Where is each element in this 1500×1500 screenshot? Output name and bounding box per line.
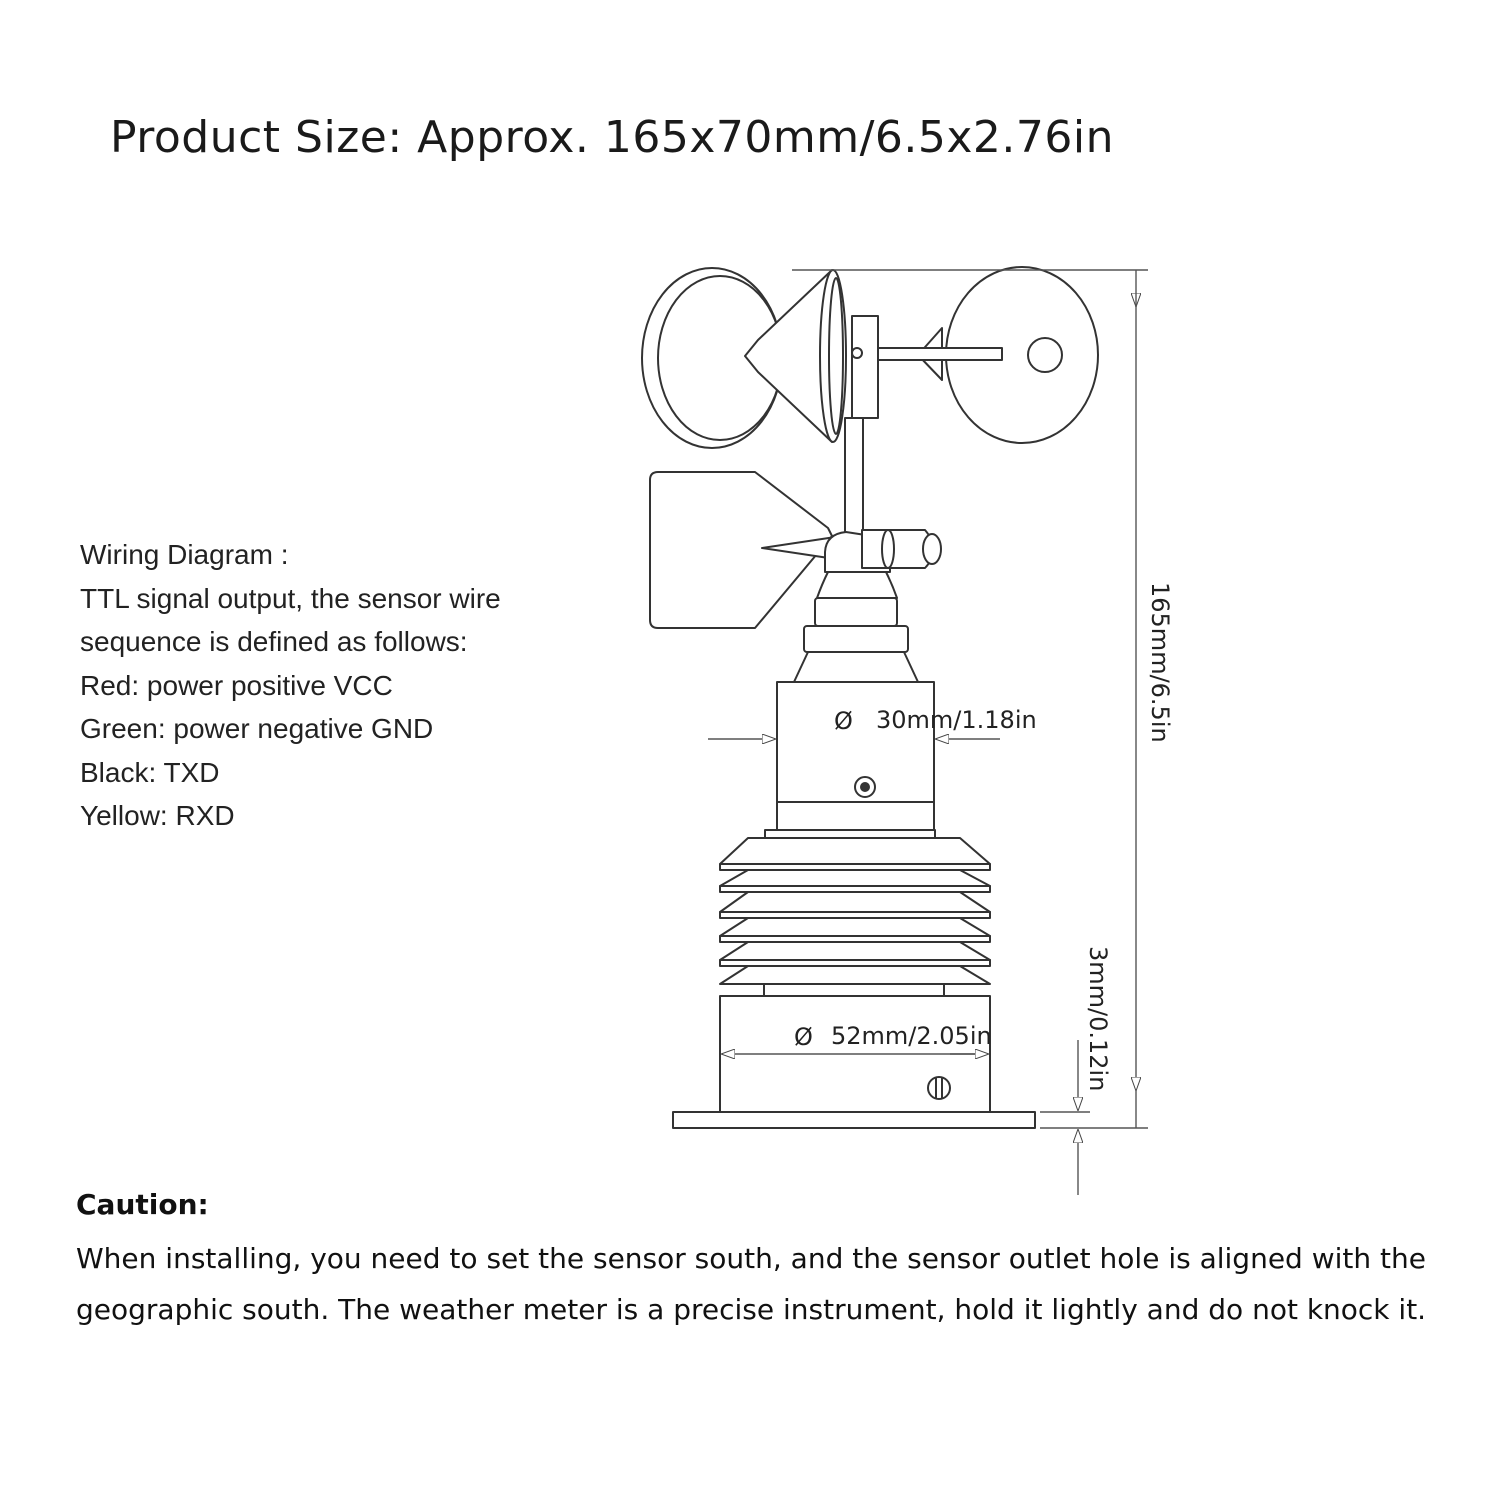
upper-diameter-label: 30mm/1.18in	[876, 706, 1037, 734]
upper-body	[777, 682, 934, 830]
wiring-line: TTL signal output, the sensor wire	[80, 582, 501, 614]
wiring-line: sequence is defined as follows:	[80, 626, 468, 657]
upper-diameter-symbol: Ø	[834, 707, 853, 735]
page-title: Product Size: Approx. 165x70mm/6.5x2.76in	[110, 112, 1114, 163]
wiring-line-black: Black: TXD	[80, 756, 220, 788]
caution-section	[76, 1185, 1456, 1335]
vane-nose	[862, 530, 941, 568]
wiring-line-red: Red: power positive VCC	[80, 669, 393, 701]
base-plate	[673, 1112, 1035, 1128]
wiring-line-yellow: Yellow: RXD	[80, 800, 235, 831]
base-thickness-label: 3mm/0.12in	[1084, 946, 1112, 1092]
base-thickness-dimension	[1040, 1040, 1090, 1195]
wiring-heading: Wiring Diagram :	[80, 539, 289, 570]
wiring-line-green: Green: power negative GND	[80, 713, 434, 744]
sensor-neck	[817, 572, 897, 598]
cup-arm	[876, 348, 1002, 360]
lower-screw	[928, 1077, 950, 1099]
vertical-shaft	[845, 418, 863, 536]
lower-diameter-label: 52mm/2.05in	[831, 1022, 992, 1050]
height-label: 165mm/6.5in	[1146, 582, 1174, 743]
caution-text: When installing, you need to set the sensor south, and the sensor outlet hole is aligned with the geographic south. The weather meter is a precise instrument, hold it lightly and do not knock it.	[76, 1242, 1427, 1326]
rotor-hub	[852, 316, 878, 418]
caution-title: Caution:	[76, 1188, 209, 1221]
lower-diameter-symbol: Ø	[794, 1023, 813, 1051]
radiation-shield	[720, 838, 990, 984]
